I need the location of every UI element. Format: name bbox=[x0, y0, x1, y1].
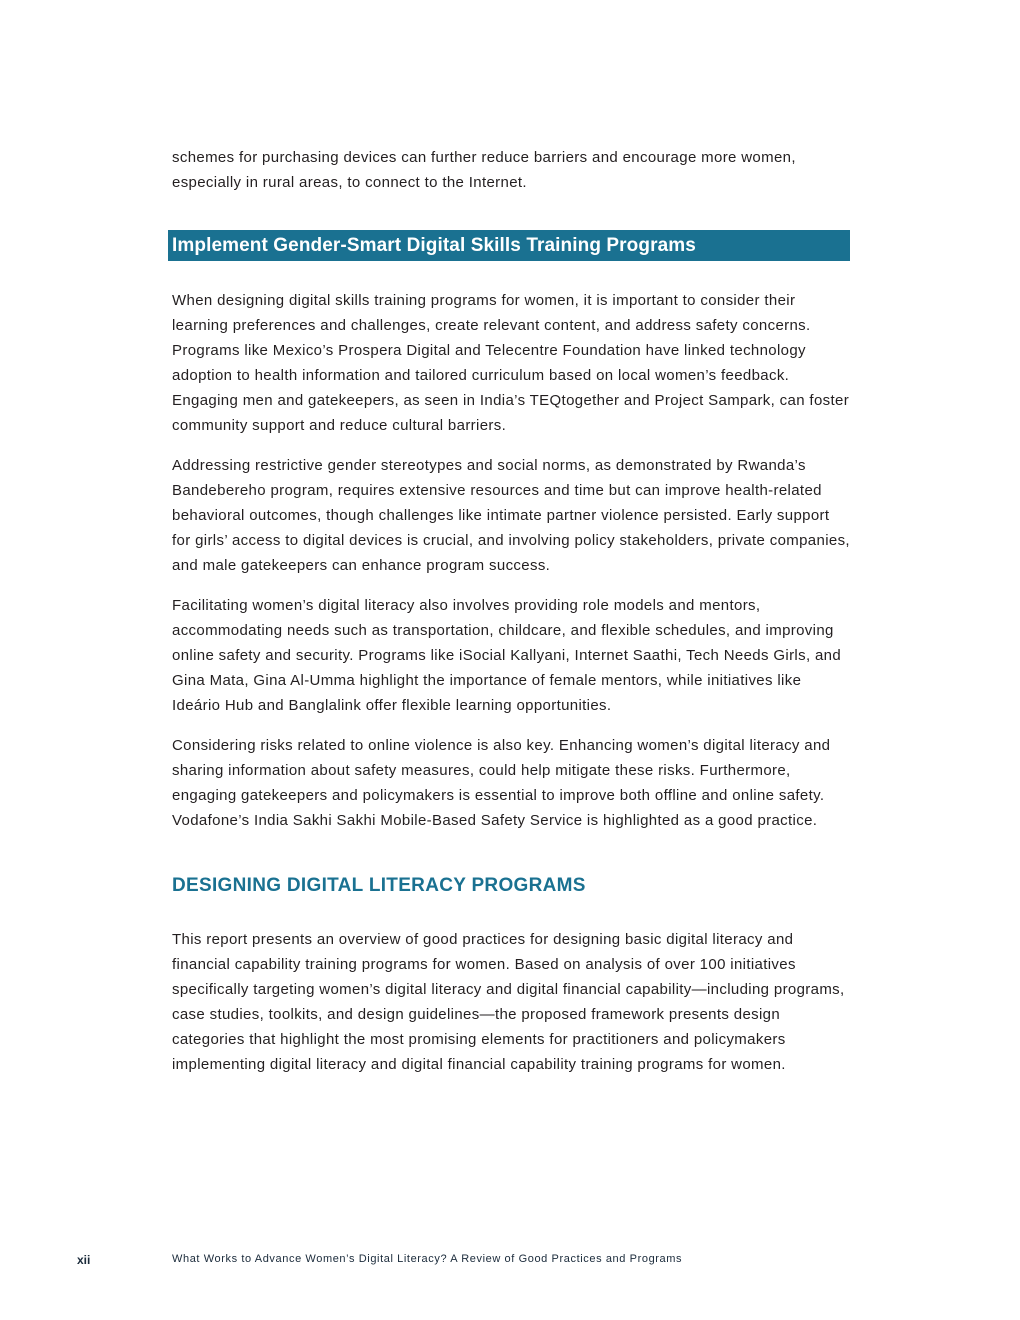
section-banner-gender-smart-training: Implement Gender-Smart Digital Skills Training Programs bbox=[168, 230, 850, 261]
section1-paragraph-3: Facilitating women’s digital literacy also involves providing role models and mentors, accommodating needs such as transportation, childcare, and flexible schedules, and improving online safety and security. Programs like iSocial Kallyani, Internet Saathi, Tech Needs Girls, and Gina Mata, Gina Al-Umma highlight the importance of female mentors, while initiatives like Ideário Hub and Banglalink offer flexible learning opportunities. bbox=[172, 597, 842, 714]
section1-paragraph-1: When designing digital skills training programs for women, it is important to consider their learning preferences and challenges, create relevant content, and address safety concerns. Programs like Mexico’s Prospera Digital and Telecentre Foundation have linked technology adoption to health information and tailored curriculum based on local women’s feedback. Engaging men and gatekeepers, as seen in India’s TEQtogether and Project Sampark, can foster community support and reduce cultural barriers. bbox=[172, 292, 850, 434]
intro-paragraph: schemes for purchasing devices can further reduce barriers and encourage more women, especially in rural areas, to connect to the Internet. bbox=[172, 149, 796, 191]
page-content bbox=[172, 145, 852, 1077]
section-heading-designing-programs: DESIGNING DIGITAL LITERACY PROGRAMS bbox=[172, 875, 586, 896]
footer-document-title: What Works to Advance Women’s Digital Literacy? A Review of Good Practices and Programs bbox=[172, 1253, 683, 1265]
section2-paragraph-1: This report presents an overview of good practices for designing basic digital literacy and financial capability training programs for women. Based on analysis of over 100 initiatives specifically targeting women’s digital literacy and digital financial capability—including programs, case studies, toolkits, and design guidelines—the proposed framework presents design categories that highlight the most promising elements for practitioners and policymakers implementing digital literacy and digital financial capability training programs for women. bbox=[172, 931, 845, 1073]
footer-page-number: xii bbox=[77, 1253, 91, 1267]
section1-paragraph-4: Considering risks related to online violence is also key. Enhancing women’s digital literacy and sharing information about safety measures, could help mitigate these risks. Furthermore, engaging gatekeepers and policymakers is essential to improve both offline and online safety. Vodafone’s India Sakhi Sakhi Mobile-Based Safety Service is highlighted as a good practice. bbox=[172, 737, 831, 829]
section1-paragraph-2: Addressing restrictive gender stereotypes and social norms, as demonstrated by Rwanda’s Bandebereho program, requires extensive resources and time but can improve health-related behavioral outcomes, though challenges like intimate partner violence persisted. Early support for girls’ access to digital devices is crucial, and involving policy stakeholders, private companies, and male gatekeepers can enhance program success. bbox=[172, 457, 850, 574]
